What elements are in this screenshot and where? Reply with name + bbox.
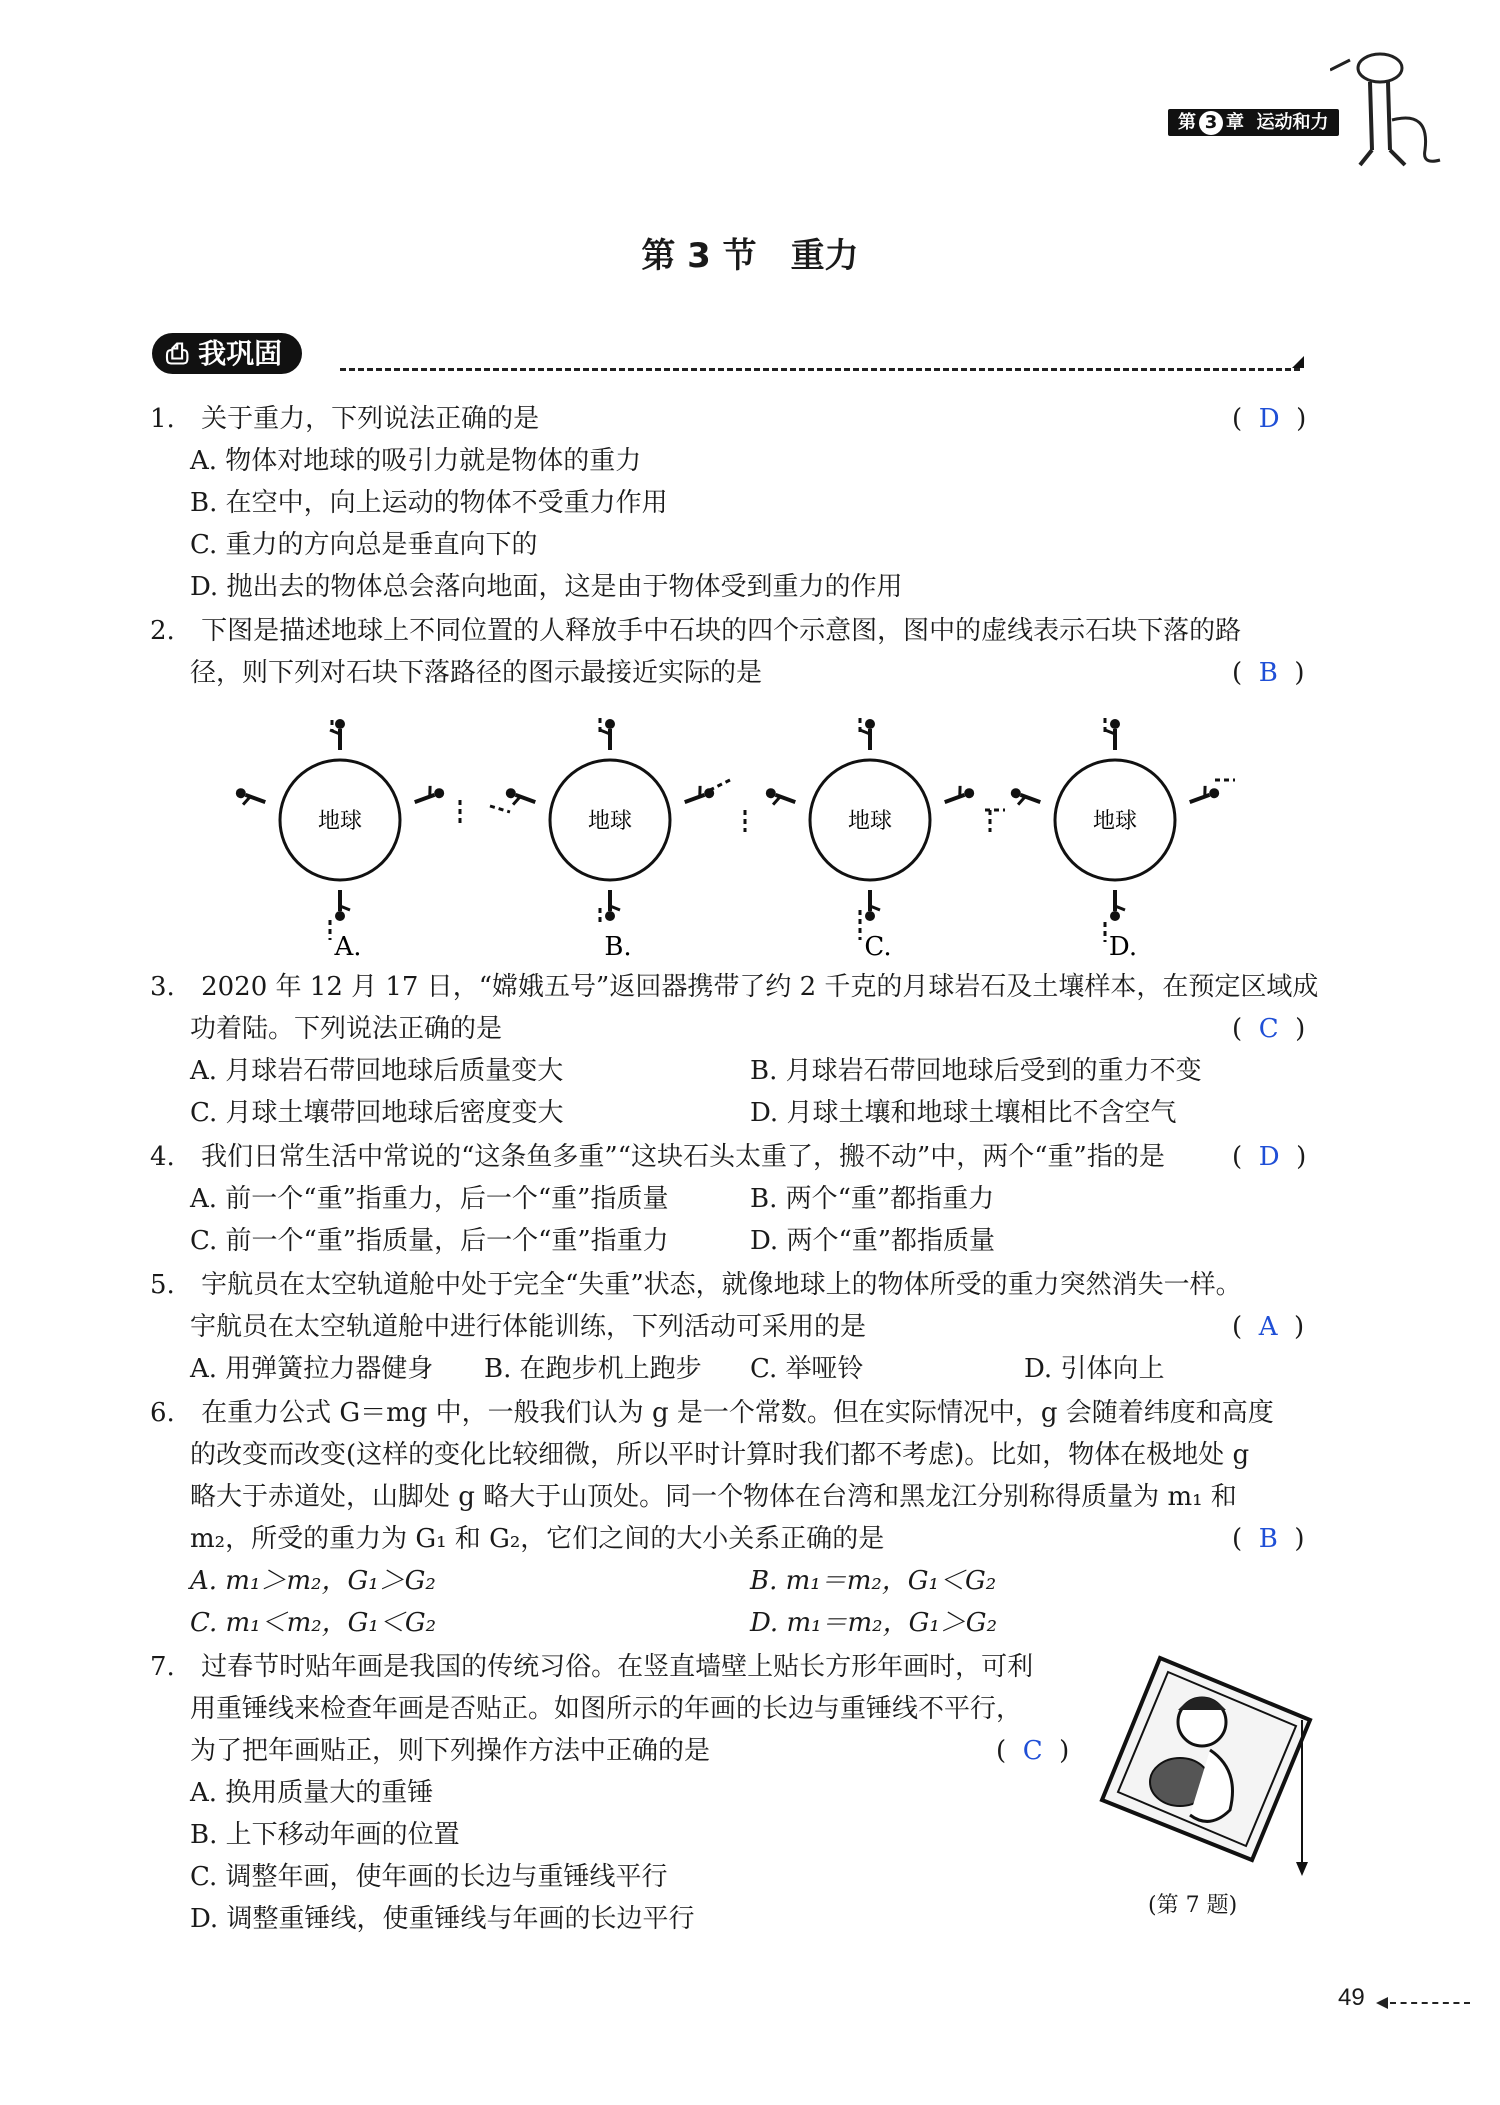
question-stem: 宇航员在太空轨道舱中处于完全“失重”状态，就像地球上的物体所受的重力突然消失一样。 [201, 1270, 1242, 1300]
earth-label: 地球 [587, 809, 633, 834]
question-stem: 在重力公式 G＝mg 中，一般我们认为 g 是一个常数。但在实际情况中，g 会随着纬度和高度 [201, 1398, 1274, 1428]
question-1 [150, 398, 539, 440]
person-head [335, 719, 345, 729]
earth-diagram [490, 718, 730, 960]
option: A. 物体对地球的吸引力就是物体的重力 [190, 446, 642, 476]
question-stem: 下图是描述地球上不同位置的人释放手中石块的四个示意图，图中的虚线表示石块下落的路 [201, 616, 1242, 646]
person-icon [865, 890, 880, 921]
person-head [1110, 911, 1120, 921]
question-5 [150, 1264, 1242, 1306]
question-stem-cont: 用重锤线来检查年画是否贴正。如图所示的年画的长边与重锤线不平行， [190, 1694, 1023, 1724]
question-stem-cont: 径，则下列对石块下落路径的图示最接近实际的是 [190, 658, 763, 688]
chapter-badge [1168, 109, 1339, 136]
person-icon [860, 719, 875, 750]
answer-slot-5: ( A ) [1232, 1312, 1305, 1342]
person-body [415, 795, 435, 802]
question-number: 3. [150, 972, 175, 1002]
question-6 [150, 1392, 1274, 1434]
person-icon [941, 782, 975, 807]
option: C. 前一个“重”指质量，后一个“重”指重力 [190, 1226, 669, 1256]
plumb-bob-icon [1296, 1862, 1308, 1876]
option: C. m₁＜m₂，G₁＜G₂ [190, 1608, 437, 1638]
figure-caption: (第 7 题) [1148, 1893, 1238, 1918]
earth-label: 地球 [317, 809, 363, 834]
question-7 [150, 1646, 1033, 1688]
chapter-suffix: 章 [1226, 112, 1244, 133]
person-head [865, 719, 875, 729]
option: D. m₁＝m₂，G₁＞G₂ [750, 1608, 997, 1638]
answer-value: B [1258, 658, 1278, 688]
question-stem-cont: 功着陆。下列说法正确的是 [190, 1014, 503, 1044]
answer-slot-6: ( B ) [1232, 1524, 1305, 1554]
answer-value: D [1258, 1142, 1280, 1172]
answer-value: B [1258, 1524, 1278, 1554]
option: D. 两个“重”都指质量 [750, 1226, 996, 1256]
person-head [335, 911, 345, 921]
question-number: 2. [150, 616, 175, 646]
question-number: 5. [150, 1270, 175, 1300]
chapter-number: 3 [1199, 111, 1223, 135]
question-stem-cont: 宇航员在太空轨道舱中进行体能训练，下列活动可采用的是 [190, 1312, 867, 1342]
answer-slot-2: ( B ) [1232, 658, 1305, 688]
person-body [685, 795, 705, 802]
choice-label: D. [1108, 932, 1138, 960]
fall-path-dashed [710, 780, 730, 790]
option: A. 用弹簧拉力器健身 [190, 1354, 434, 1384]
corner-mark-icon [1292, 356, 1304, 368]
choice-label: B. [604, 932, 632, 960]
option: C. 月球土壤带回地球后密度变大 [190, 1098, 564, 1128]
option: D. 引体向上 [1024, 1354, 1165, 1384]
earth-diagram [745, 718, 990, 960]
earth-diagram [985, 718, 1235, 960]
person-icon [1105, 719, 1120, 750]
option: A. 换用质量大的重锤 [190, 1778, 434, 1808]
footer-dash [1390, 2002, 1470, 2004]
person-head [865, 911, 875, 921]
person-head [963, 787, 976, 800]
person-icon [600, 719, 615, 750]
person-icon [681, 782, 715, 807]
chapter-prefix: 第 [1178, 112, 1196, 133]
option: D. 调整重锤线，使重锤线与年画的长边平行 [190, 1904, 695, 1934]
person-head [1110, 719, 1120, 729]
fall-path-dashed [490, 806, 510, 812]
section-label: 我巩固 [198, 337, 283, 370]
person-icon [763, 787, 797, 812]
option: C. 调整年画，使年画的长边与重锤线平行 [190, 1862, 668, 1892]
person-head [433, 787, 446, 800]
section-pill [152, 333, 302, 374]
page-title: 第 3 节 重力 [641, 236, 859, 276]
choice-label: C. [864, 932, 892, 960]
question-stem-cont: 为了把年画贴正，则下列操作方法中正确的是 [190, 1736, 711, 1766]
answer-slot-1: ( D ) [1232, 404, 1307, 434]
question-stem: 过春节时贴年画是我国的传统习俗。在竖直墙壁上贴长方形年画时，可利 [201, 1652, 1034, 1682]
earth-diagram [230, 719, 460, 960]
earth-label: 地球 [1092, 809, 1138, 834]
person-head [605, 719, 615, 729]
question-number: 1. [150, 404, 175, 434]
answer-slot-3: ( C ) [1232, 1014, 1306, 1044]
question-number: 7. [150, 1652, 175, 1682]
person-body [945, 795, 965, 802]
section-header [152, 332, 302, 372]
tiger-mascot-icon [1330, 40, 1450, 180]
answer-value: C [1258, 1014, 1279, 1044]
option: B. 月球岩石带回地球后受到的重力不变 [750, 1056, 1202, 1086]
arrow-left-icon [1376, 1997, 1388, 2009]
option: C. 举哑铃 [750, 1354, 864, 1384]
option: B. 上下移动年画的位置 [190, 1820, 460, 1850]
person-icon [233, 787, 267, 812]
page-number: 49 [1338, 1984, 1365, 2011]
person-head [605, 911, 615, 921]
person-icon [1186, 782, 1220, 807]
option: D. 抛出去的物体总会落向地面，这是由于物体受到重力的作用 [190, 572, 903, 602]
question-stem: 2020 年 12 月 17 日，“嫦娥五号”返回器携带了约 2 千克的月球岩石及土壤样本，在预定区域成 [201, 972, 1319, 1002]
answer-slot-7: ( C ) [996, 1736, 1070, 1766]
person-icon [335, 890, 350, 921]
option: B. m₁＝m₂，G₁＜G₂ [750, 1566, 997, 1596]
question-stem-cont: m₂，所受的重力为 G₁ 和 G₂，它们之间的大小关系正确的是 [190, 1524, 885, 1554]
answer-value: D [1258, 404, 1280, 434]
person-icon [1008, 787, 1042, 812]
chapter-header [1168, 108, 1339, 135]
person-icon [411, 782, 445, 807]
earth-figure [230, 710, 1260, 960]
option: C. 重力的方向总是垂直向下的 [190, 530, 538, 560]
person-body [1190, 795, 1210, 802]
person-head [234, 787, 247, 800]
printer-icon: ⎙ [166, 337, 189, 370]
person-head [504, 787, 517, 800]
option: A. 月球岩石带回地球后质量变大 [190, 1056, 564, 1086]
new-year-picture-figure [1090, 1650, 1320, 1880]
chapter-title: 运动和力 [1256, 112, 1329, 133]
question-4 [150, 1136, 1165, 1178]
person-head [764, 787, 777, 800]
person-icon [503, 787, 537, 812]
earth-label: 地球 [847, 809, 893, 834]
question-2 [150, 610, 1241, 652]
person-icon [1110, 890, 1125, 921]
answer-value: A [1258, 1312, 1278, 1342]
question-stem-cont: 的改变而改变(这样的变化比较细微，所以平时计算时我们都不考虑)。比如，物体在极地处 g [190, 1440, 1250, 1470]
person-head [1009, 787, 1022, 800]
answer-value: C [1022, 1736, 1043, 1766]
question-stem-cont: 略大于赤道处，山脚处 g 略大于山顶处。同一个物体在台湾和黑龙江分别称得质量为 m₁ 和 [190, 1482, 1237, 1512]
option: D. 月球土壤和地球土壤相比不含空气 [750, 1098, 1177, 1128]
question-3 [150, 966, 1318, 1008]
question-stem: 我们日常生活中常说的“这条鱼多重”“这块石头太重了，搬不动”中，两个“重”指的是 [201, 1142, 1165, 1172]
option: B. 在空中，向上运动的物体不受重力作用 [190, 488, 668, 518]
person-icon [605, 890, 620, 921]
question-stem: 关于重力，下列说法正确的是 [201, 404, 540, 434]
section-divider [340, 368, 1300, 371]
question-number: 6. [150, 1398, 175, 1428]
question-number: 4. [150, 1142, 175, 1172]
option: B. 在跑步机上跑步 [484, 1354, 702, 1384]
option: A. m₁＞m₂，G₁＞G₂ [190, 1566, 436, 1596]
choice-label: A. [334, 932, 362, 960]
person-head [1208, 787, 1221, 800]
answer-slot-4: ( D ) [1232, 1142, 1307, 1172]
option: B. 两个“重”都指重力 [750, 1184, 995, 1214]
option: A. 前一个“重”指重力，后一个“重”指质量 [190, 1184, 669, 1214]
